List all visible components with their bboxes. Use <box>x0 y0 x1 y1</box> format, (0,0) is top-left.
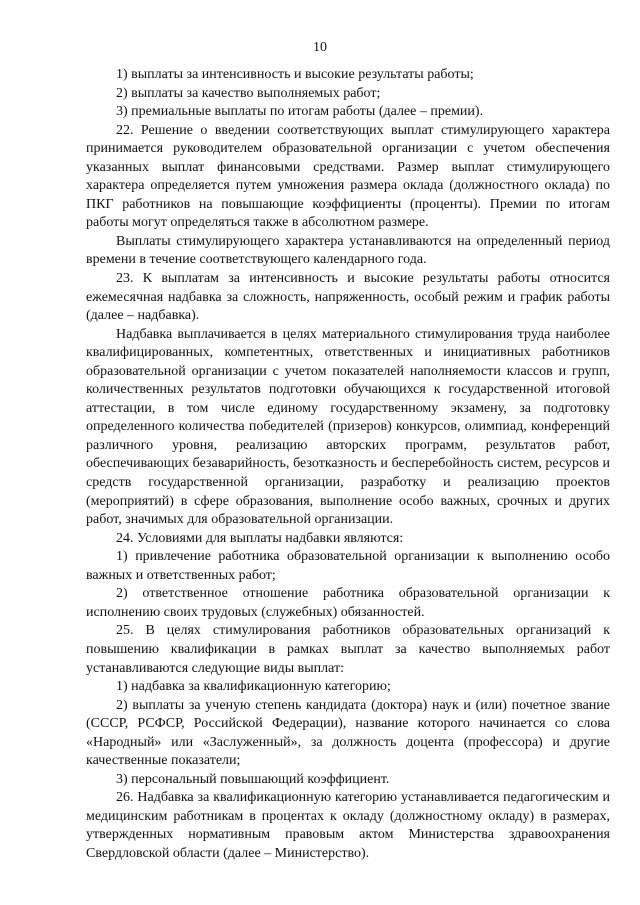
page-number: 10 <box>313 40 327 55</box>
document-body <box>86 66 610 864</box>
paragraph-list-item-2: 2) выплаты за качество выполняемых работ; <box>116 85 381 101</box>
paragraph-clause-23-continued: Надбавка выплачивается в целях материального стимулирования труда наиболее квалифицированных, компетентных, ответственных и инициативных работников образовательной организации с учетом показателей наполняемости классов и групп, количественных результатов подготовки обучающихся к государственной итоговой аттестации, в том числе единому государственному экзамену, за подготовку определенного количества победителей (призеров) конкурсов, олимпиад, конференций различного уровня, реализацию авторских программ, результатов работ, обеспечивающих безаварийность, безотказность и бесперебойность систем, ресурсов и средств государственной организации, разработку и реализацию проектов (мероприятий) в сфере образования, выполнение особо важных, срочных и других работ, значимых для образовательной организации. <box>86 326 610 528</box>
paragraph-clause-25-item-2: 2) выплаты за ученую степень кандидата (доктора) наук и (или) почетное звание (СССР, РСФСР, Российской Федерации), название которого начинается со слова «Народный» или «Заслуженный», за должность доцента (профессора) и другие качественные показатели; <box>86 697 610 769</box>
paragraph-clause-23: 23. К выплатам за интенсивность и высокие результаты работы относится ежемесячная надбавка за сложность, напряженность, особый режим и график работы (далее – надбавка). <box>86 271 610 324</box>
paragraph-clause-25-item-1: 1) надбавка за квалификационную категорию; <box>116 679 391 695</box>
paragraph-list-item-1: 1) выплаты за интенсивность и высокие результаты работы; <box>116 67 474 82</box>
paragraph-clause-24-item-1: 1) привлечение работника образовательной организации к выполнению особо важных и ответственных работ; <box>86 549 610 583</box>
paragraph-clause-22: 22. Решение о введении соответствующих выплат стимулирующего характера принимается руководителем образовательной организации с учетом обеспечения указанных выплат финансовыми средствами. Размер выплат стимулирующего характера определяется путем умножения размера оклада (должностного оклада) по ПКГ работников на повышающие коэффициенты (проценты). Премии по итогам работы могут определяться также в абсолютном размере. <box>86 122 610 231</box>
paragraph-list-item-3: 3) премиальные выплаты по итогам работы (далее – премии). <box>116 104 484 120</box>
paragraph-clause-24-item-2: 2) ответственное отношение работника образовательной организации к исполнению своих трудовых (служебных) обязанностей. <box>86 586 610 620</box>
paragraph-clause-22-continued: Выплаты стимулирующего характера устанавливаются на определенный период времени в течение соответствующего календарного года. <box>86 233 610 268</box>
paragraph-clause-24: 24. Условиями для выплаты надбавки являются: <box>116 530 404 546</box>
paragraph-clause-25-item-3: 3) персональный повышающий коэффициент. <box>116 771 390 787</box>
paragraph-clause-25: 25. В целях стимулирования работников образовательных организаций к повышению квалификации в рамках выплат за качество выполняемых работ устанавливаются следующие виды выплат: <box>86 623 610 676</box>
paragraph-clause-26: 26. Надбавка за квалификационную категорию устанавливается педагогическим и медицинским работникам в процентах к окладу (должностному окладу) в размерах, утвержденных нормативным правовым актом Министерства здравоохранения Свердловской области (далее – Министерство). <box>86 790 610 861</box>
